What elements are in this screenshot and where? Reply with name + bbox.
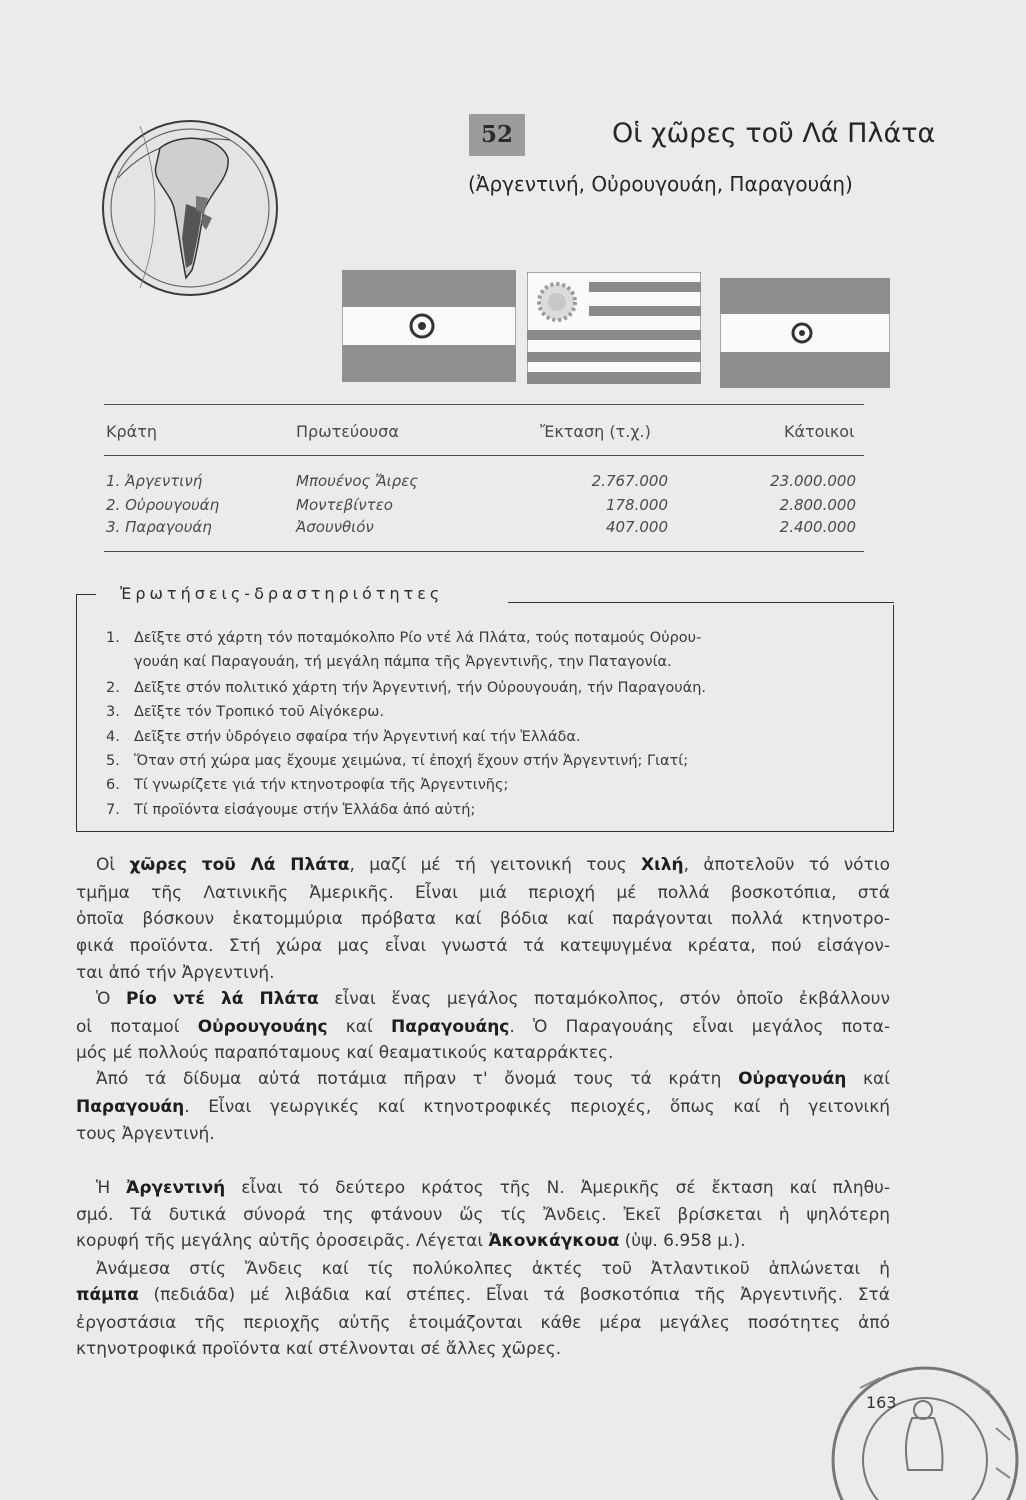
question-number: 5. [106, 753, 120, 769]
table-header-population: Κάτοικοι [784, 422, 855, 441]
term-chile: Χιλή [641, 855, 684, 875]
table-cell-population: 2.400.000 [779, 518, 856, 536]
questions-box-border [76, 594, 96, 595]
question-text: Δεῖξτε στήν ὑδρόγειο σφαίρα τήν Ἀργεντινή καί τήν Ἑλλάδα. [134, 729, 581, 745]
table-cell-area: 178.000 [605, 496, 668, 514]
question-number: 1. [106, 630, 120, 646]
body-line: κτηνοτροφικά προϊόντα καί στέλνονται σέ ἄλλες χῶρες. [76, 1339, 562, 1359]
question-number: 7. [106, 802, 120, 818]
question-text: Δεῖξτε στό χάρτη τόν ποταμόκολπο Ρίο ντέ λά Πλάτα, τούς ποταμούς Οὐρου- [134, 630, 702, 646]
term-argentina: Ἀργεντινή [126, 1178, 226, 1198]
table-cell-area: 407.000 [605, 518, 668, 536]
body-line: Ὁ Ρίο ντέ λά Πλάτα εἶναι ἕνας μεγάλος ποταμόκολπος, στόν ὁποῖο ἐκβάλλουν [96, 989, 890, 1009]
body-line: ἐργοστάσια τῆς περιοχῆς αὐτῆς ἑτοιμάζονται κάθε μέρα μεγάλες ποσότητες ἀπό [76, 1313, 890, 1333]
body-line: Ἀνάμεσα στίς Ἄνδεις καί τίς πολύκολπες ἀκτές τοῦ Ἀτλαντικοῦ ἁπλώνεται ἡ [96, 1259, 890, 1279]
table-cell-country: 3. Παραγουάη [106, 518, 212, 536]
term-paraguay: Παραγουάη [76, 1097, 185, 1117]
table-cell-population: 23.000.000 [770, 472, 856, 490]
term-uruguay-river: Οὐρουγουάης [197, 1017, 328, 1037]
body-line: τμῆμα τῆς Λατινικῆς Ἀμερικῆς. Εἶναι μιά περιοχή μέ πολλά βοσκοτόπια, στά [76, 883, 890, 903]
question-text: Τί γνωρίζετε γιά τήν κτηνοτροφία τῆς Ἀργεντινῆς; [134, 777, 509, 793]
table-header-capital: Πρωτεύουσα [296, 422, 399, 441]
page-title: Οἱ χῶρες τοῦ Λά Πλάτα [612, 118, 936, 149]
uruguay-flag-icon [527, 272, 701, 384]
body-line: Ἡ Ἀργεντινή εἶναι τό δεύτερο κράτος τῆς Ν. Ἀμερικῆς σέ ἔκταση καί πληθυ- [96, 1178, 891, 1198]
paraguay-flag-icon [720, 278, 890, 388]
lesson-number: 52 [469, 114, 525, 156]
question-text: Ὅταν στή χώρα μας ἔχουμε χειμώνα, τί ἐποχή ἔχουν στήν Ἀργεντινή; Γιατί; [134, 753, 689, 769]
question-number: 4. [106, 729, 120, 745]
body-line: Παραγουάη. Εἶναι γεωργικές καί κτηνοτροφικές περιοχές, ὅπως καί ἡ γειτονική [76, 1097, 890, 1117]
term-pampa: πάμπα [76, 1285, 139, 1305]
questions-box-border [76, 594, 77, 832]
question-text: Δεῖξτε τόν Τροπικό τοῦ Αἰγόκερω. [134, 704, 385, 720]
library-stamp-icon [820, 1348, 1020, 1500]
table-cell-population: 2.800.000 [779, 496, 856, 514]
body-line: ὁποῖα βόσκουν ἑκατομμύρια πρόβατα καί βόδια καί παράγονται πολλά κτηνοτρο- [76, 909, 890, 929]
question-number: 3. [106, 704, 120, 720]
table-header-area: Ἔκταση (τ.χ.) [540, 422, 651, 441]
table-cell-area: 2.767.000 [591, 472, 668, 490]
term-paraguay-river: Παραγουάης [391, 1017, 510, 1037]
body-line: Οἱ χῶρες τοῦ Λά Πλάτα, μαζί μέ τή γειτονική τους Χιλή, ἀποτελοῦν τό νότιο [96, 855, 890, 875]
question-text: Δεῖξτε στόν πολιτικό χάρτη τήν Ἀργεντινή, τήν Οὐρουγουάη, τήν Παραγουάη. [134, 680, 707, 696]
page-number: 163 [866, 1393, 897, 1412]
body-line: φικά προϊόντα. Στή χώρα μας εἶναι γνωστά τά κατεψυγμένα κρέατα, πού εἰσάγον- [76, 936, 890, 956]
term-aconcagua: Ἀκονκάγκουα [488, 1231, 620, 1251]
table-cell-capital: Ἀσουνθιόν [296, 518, 374, 536]
argentina-flag-icon [342, 270, 516, 382]
term-uruguay: Οὐραγουάη [738, 1069, 847, 1089]
question-text: Τί προϊόντα εἰσάγουμε στήν Ἑλλάδα ἀπό αὐτή; [134, 802, 476, 818]
questions-box-border [76, 831, 894, 832]
table-cell-capital: Μπουένος Ἄιρες [296, 472, 419, 490]
table-cell-capital: Μοντεβίντεο [296, 496, 393, 514]
questions-box-border [893, 605, 894, 832]
body-line: οἱ ποταμοί Οὐρουγουάης καί Παραγουάης. Ὁ Παραγουάης εἶναι μεγάλος ποτα- [76, 1017, 890, 1037]
body-line: σμό. Τά δυτικά σύνορά της φτάνουν ὥς τίς Ἄνδεις. Ἐκεῖ βρίσκεται ἡ ψηλότερη [76, 1205, 890, 1225]
table-cell-country: 1. Ἀργεντινή [106, 472, 203, 490]
body-line: κορυφή τῆς μεγάλης αὐτῆς ὀροσειρᾶς. Λέγεται Ἀκονκάγκουα (ὑψ. 6.958 μ.). [76, 1231, 746, 1251]
body-line: Ἀπό τά δίδυμα αὐτά ποτάμια πῆραν τ' ὄνομά τους τά κράτη Οὐραγουάη καί [96, 1069, 890, 1089]
term-rio-de-la-plata: Ρίο ντέ λά Πλάτα [126, 989, 319, 1009]
table-header-country: Κράτη [106, 422, 157, 441]
body-line: πάμπα (πεδιάδα) μέ λιβάδια καί στέπες. Εἶναι τά βοσκοτόπια τῆς Ἀργεντινῆς. Στά [76, 1285, 890, 1305]
page-subtitle: (Ἀργεντινή, Οὐρουγουάη, Παραγουάη) [468, 172, 853, 196]
question-number: 6. [106, 777, 120, 793]
body-line: ται ἀπό τήν Ἀργεντινή. [76, 963, 275, 983]
body-line: τους Ἀργεντινή. [76, 1124, 215, 1144]
question-text: γουάη καί Παραγουάη, τή μεγάλη πάμπα τῆς Ἀργεντινῆς, την Παταγονία. [134, 654, 672, 670]
term-la-plata-countries: χῶρες τοῦ Λά Πλάτα [129, 855, 350, 875]
questions-box-border [508, 602, 894, 603]
body-line: μός μέ πολλούς παραπόταμους καί θεαματικούς καταρράκτες. [76, 1043, 614, 1063]
south-america-globe-icon [100, 118, 280, 298]
question-number: 2. [106, 680, 120, 696]
table-cell-country: 2. Οὐρουγουάη [106, 496, 220, 514]
questions-title: Ἐρωτήσεις-δραστηριότητες [120, 584, 444, 603]
